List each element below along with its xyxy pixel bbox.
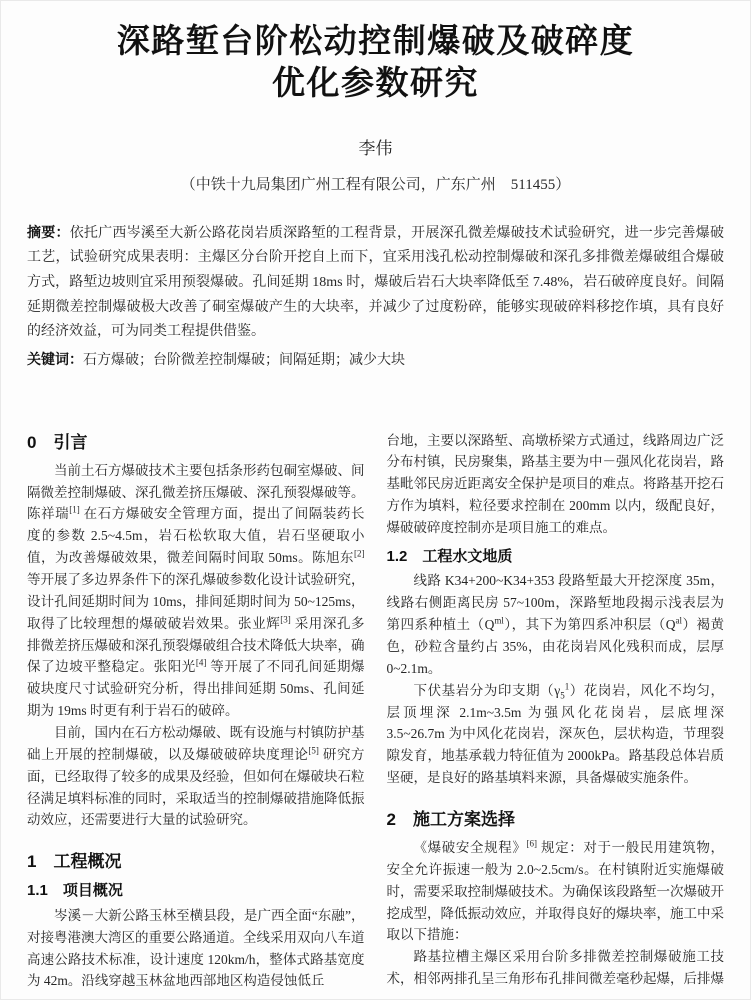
- abstract: [27, 220, 724, 345]
- abstract-label: 摘要：: [27, 223, 70, 240]
- body-paragraph: 岑溪－大新公路玉林至横县段，是广西全面“东融”，对接粤港澳大湾区的重要公路通道。全线采用双向八车道高速公路技术标准，设计速度 120km/h，整体式路基宽度为 42m。沿线穿越玉林盆地西部地区构造侵蚀低丘: [27, 907, 365, 989]
- body-paragraph: 下伏基岩分为印支期$(\gamma_5^1)$花岗岩，风化不均匀，层顶埋深 2.1m~3.5m 为强风化花岗岩，层底埋深 3.5~26.7m 为中风化花岗岩，深灰色，层状构造，节理裂隙发育，地基承载力特征值为 2000kPa。路基段总体岩质坚硬，是良好的路基填料来源，具备爆破实施条件。: [386, 681, 725, 786]
- subsection-heading: 1.1 项目概况: [27, 882, 123, 900]
- section-heading: 0 引言: [27, 432, 88, 452]
- section-heading: 2 施工方案选择: [386, 809, 515, 829]
- body-paragraph: 线路 K34+200~K34+353 段路堑最大开挖深度 35m，线路右侧距离民房 57~100m，深路堑地段揭示浅表层为第四系种植土$(Q^{ml})$，其下为第四系冲积层$(Q^{al})$褐黄色，砂粒含量约占 35%，由花岗岩风化残积而成，层厚 0~2.1m。: [386, 573, 725, 676]
- section-heading: 1 工程概况: [27, 852, 122, 872]
- subsection-heading: 1.2 工程水文地质: [386, 547, 513, 565]
- paper-title-line2: 优化参数研究: [272, 63, 479, 101]
- body-paragraph: 《爆破安全规程》[6] 规定：对于一般民用建筑物，安全允许振速一般为 2.0~2.5cm/s。在村镇附近实施爆破时，需要采取控制爆破技术。为确保该段路堑一次爆破开挖成型，降低振动效应，并取得良好的爆块率，施工中采取以下措施：: [386, 838, 724, 943]
- keywords: [27, 347, 724, 374]
- body-columns: [27, 430, 724, 993]
- body-paragraph: 当前土石方爆破技术主要包括条形药包硐室爆破、间隔微差控制爆破、深孔微差挤压爆破、深孔预裂爆破等。陈祥瑞[1] 在石方爆破安全管理方面，提出了间隔装药长度的参数 2.5~4.5m，岩石松软取大值，岩石坚硬取小值，为改善爆破效果，微差间隔时间取 50ms。陈旭东[2] 等开展了多边界条件下的深孔爆破参数化设计试验研究，设计孔间延期时间为 10ms，排间延期时间为 50~125ms，取得了比较理想的爆破破岩效果。张业辉[3] 采用深孔多排微差挤压爆破和深孔预裂爆破组合技术降低大块率，确保了边坡平整稳定。张阳光[4] 等开展了不同孔间延期爆破块度尺寸试验研究分析，得出排间延期 50ms、孔间延期为 19ms 时更有利于岩石的破碎。: [27, 462, 365, 719]
- author-affiliation: （中铁十九局集团广州工程有限公司，广东广州 511455）: [180, 176, 571, 193]
- left-column: [27, 430, 365, 993]
- body-paragraph: 台地，主要以深路堑、高墩桥梁方式通过，线路周边广泛分布村镇，民房聚集，路基主要为中－强风化花岗岩，路基毗邻民房近距离安全保护是项目的难点。将路基开挖石方作为填料，粒径要求控制在 200mm 以内，级配良好，爆破破碎度控制亦是项目施工的难点。: [386, 432, 724, 535]
- keywords-text: 石方爆破；台阶微差控制爆破；间隔延期；减少大块: [83, 352, 405, 368]
- body-paragraph: 目前，国内在石方松动爆破、既有设施与村镇防护基础上开展的控制爆破，以及爆破破碎块度理论[5] 研究方面，已经取得了较多的成果及经验，但如何在爆破块石粒径满足填料标准的同时，采取适当的控制爆破措施降低振动效应，还需要进行大量的试验研究。: [27, 724, 365, 828]
- body-paragraph: 路基拉槽主爆区采用台阶多排微差控制爆破施工技术，相邻两排孔呈三角形布孔排间微差毫秒起爆，后排爆: [386, 949, 724, 987]
- right-column: [387, 430, 725, 993]
- paper-title-line1: 深路堑台阶松动控制爆破及破碎度: [116, 22, 635, 59]
- abstract-text: 依托广西岑溪至大新公路花岗岩质深路堑的工程背景，开展深孔微差爆破技术试验研究，进一步完善爆破工艺，试验研究成果表明：主爆区分台阶开挖自上而下，宜采用浅孔松动控制爆破和深孔多排微差爆破组合爆破方式，路堑边坡则宜采用预裂爆破。孔间延期 18ms 时，爆破后岩石大块率降低至 7.48%，岩石破碎度良好。间隔延期微差控制爆破极大改善了硐室爆破产生的大块率，并减少了过度粉碎，能够实现破碎料移挖作填，具有良好的经济效益，可为同类工程提供借鉴。: [27, 225, 724, 340]
- author-name: 李伟: [358, 138, 393, 158]
- paper-title: [27, 20, 724, 104]
- keywords-label: 关键词：: [27, 350, 83, 367]
